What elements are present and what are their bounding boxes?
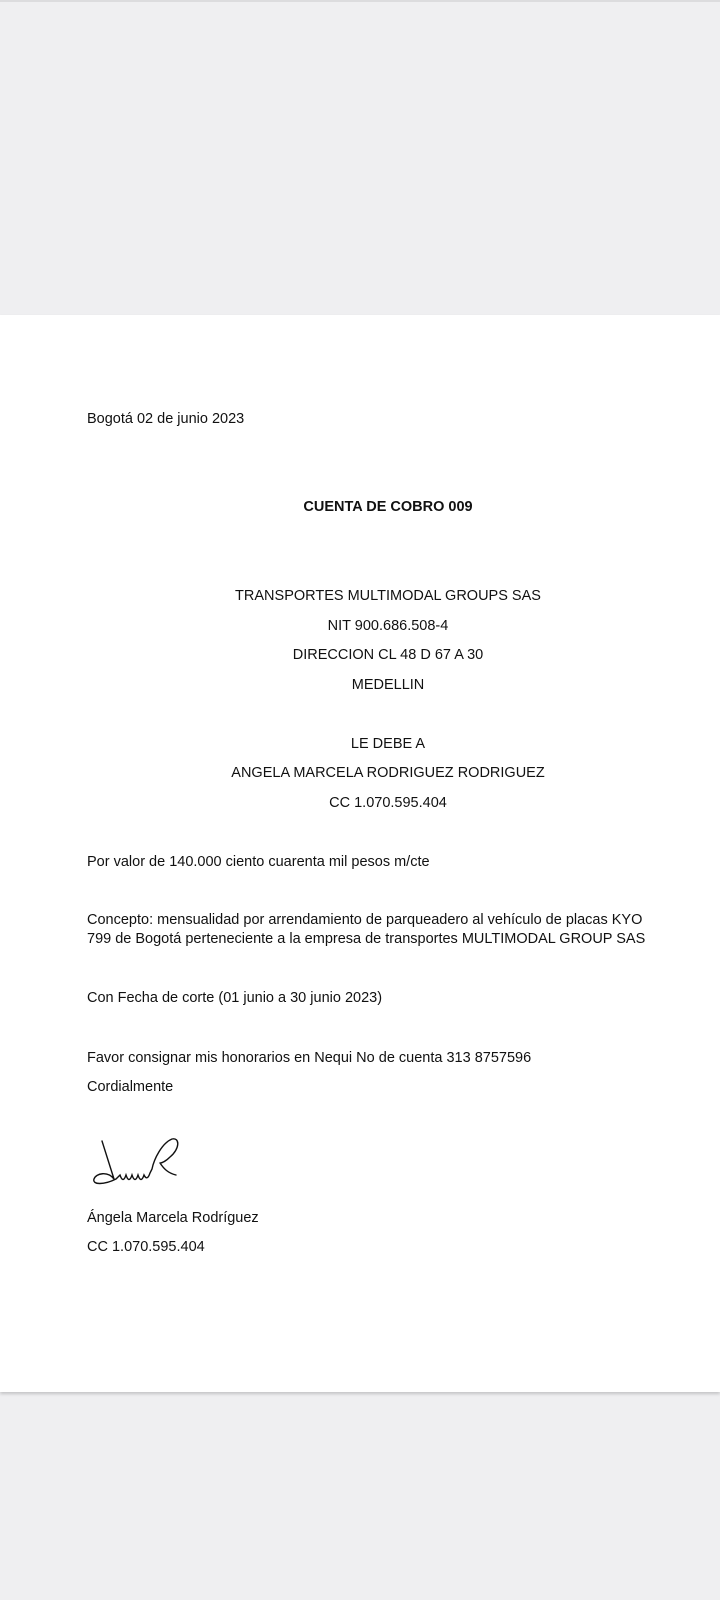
payment-line: Favor consignar mis honorarios en Nequi No de cuenta 313 8757596	[87, 1050, 532, 1066]
creditor-id: CC 1.070.595.404	[329, 795, 447, 811]
signer-id: CC 1.070.595.404	[87, 1239, 205, 1255]
debtor-nit: NIT 900.686.508-4	[327, 618, 449, 634]
owes-to-label: LE DEBE A	[350, 736, 426, 752]
signature-image	[90, 1135, 186, 1195]
signer-name: Ángela Marcela Rodríguez	[87, 1210, 259, 1226]
document-title: CUENTA DE COBRO 009	[303, 499, 473, 515]
debtor-address: DIRECCION CL 48 D 67 A 30	[292, 647, 484, 663]
period-line: Con Fecha de corte (01 junio a 30 junio 2023)	[87, 990, 383, 1006]
debtor-name: TRANSPORTES MULTIMODAL GROUPS SAS	[235, 588, 541, 604]
creditor-name: ANGELA MARCELA RODRIGUEZ RODRIGUEZ	[231, 765, 545, 781]
debtor-city: MEDELLIN	[351, 677, 425, 693]
concept-line-1: Concepto: mensualidad por arrendamiento de parqueadero al vehículo de placas KYO	[87, 912, 643, 928]
concept-line-2: 799 de Bogotá perteneciente a la empresa de transportes MULTIMODAL GROUP SAS	[87, 931, 646, 947]
viewer-top-edge	[0, 0, 720, 2]
amount-line: Por valor de 140.000 ciento cuarenta mil pesos m/cte	[87, 854, 430, 870]
closing-line: Cordialmente	[87, 1079, 174, 1095]
date-line: Bogotá 02 de junio 2023	[87, 411, 245, 427]
